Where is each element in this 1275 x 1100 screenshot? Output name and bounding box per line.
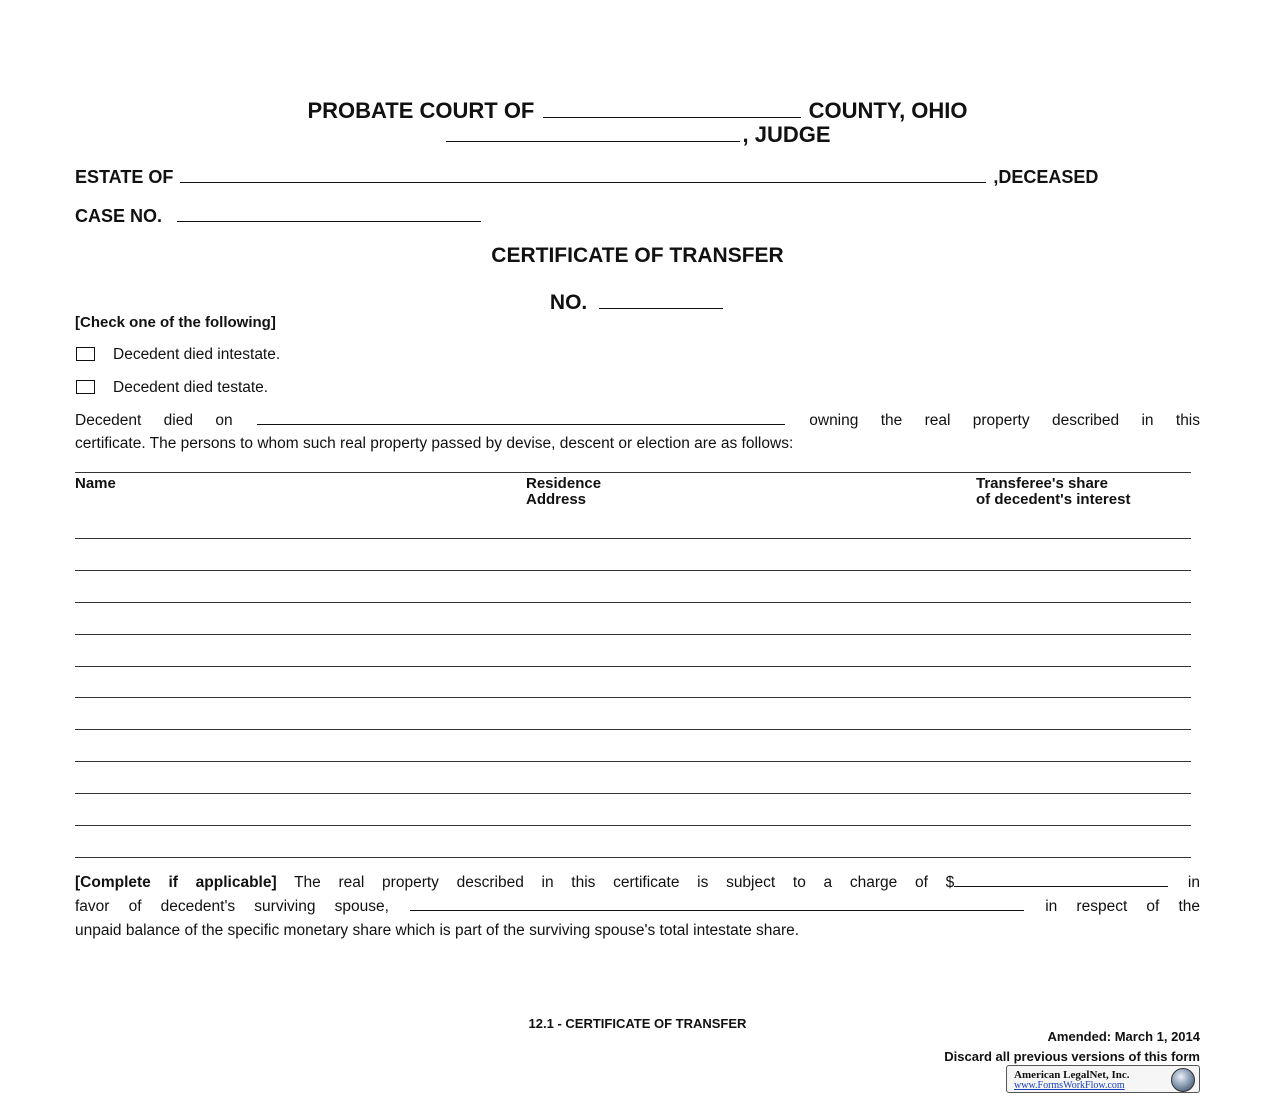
table-row-line[interactable] <box>75 697 1191 698</box>
case-line <box>75 206 483 227</box>
table-top-rule <box>75 472 1191 473</box>
globe-icon <box>1171 1068 1195 1092</box>
estate-line <box>75 167 1098 188</box>
table-row-line[interactable] <box>75 538 1191 539</box>
discard-notice: Discard all previous versions of this form <box>944 1049 1200 1064</box>
died-on-prefix: Decedent died on <box>75 412 233 429</box>
died-on-paragraph <box>75 409 1200 455</box>
legalnet-logo[interactable] <box>1006 1065 1200 1093</box>
table-row-line[interactable] <box>75 729 1191 730</box>
court-suffix: COUNTY, OHIO <box>808 98 968 123</box>
col-residence-line2: Address <box>526 491 587 508</box>
col-share-line2: of decedent's interest <box>976 491 1131 508</box>
judge-header <box>0 122 1275 148</box>
check-instruction: [Check one of the following] <box>75 314 276 331</box>
spouse-prefix: favor of decedent's surviving spouse, <box>75 898 389 915</box>
table-row-line[interactable] <box>75 793 1191 794</box>
form-id: 12.1 - CERTIFICATE OF TRANSFER <box>528 1016 747 1031</box>
spouse-suffix: in respect of the <box>1045 898 1201 915</box>
applicable-line2 <box>75 895 1200 919</box>
applicable-text: The real property described in this certificate is subject to a charge of $ <box>294 874 955 891</box>
death-date-blank[interactable] <box>257 423 785 425</box>
case-label: CASE NO. <box>75 206 163 226</box>
cert-no-label: NO. <box>549 291 588 314</box>
col-residence-header <box>526 476 601 508</box>
charge-amount-blank[interactable] <box>954 885 1168 887</box>
judge-blank[interactable] <box>446 140 740 142</box>
amended-date: Amended: March 1, 2014 <box>1047 1029 1200 1044</box>
applicable-line3: unpaid balance of the specific monetary share which is part of the surviving spouse's total intestate share. <box>75 922 800 939</box>
table-row-line[interactable] <box>75 634 1191 635</box>
county-blank[interactable] <box>543 116 801 118</box>
court-prefix: PROBATE COURT OF <box>307 98 535 123</box>
col-share-line1: Transferee's share <box>976 475 1108 492</box>
deceased-label: ,DECEASED <box>993 167 1099 187</box>
estate-blank[interactable] <box>180 181 986 183</box>
intestate-checkbox[interactable] <box>76 347 95 361</box>
estate-label: ESTATE OF <box>75 167 174 187</box>
applicable-tag: [Complete if applicable] <box>75 874 277 891</box>
col-residence-line1: Residence <box>526 475 602 492</box>
judge-suffix: , JUDGE <box>742 122 831 147</box>
died-on-line <box>75 409 1200 432</box>
table-row-line[interactable] <box>75 666 1191 667</box>
document-title: CERTIFICATE OF TRANSFER <box>491 244 784 267</box>
certificate-number <box>0 291 1275 315</box>
table-row-line[interactable] <box>75 570 1191 571</box>
table-row-line[interactable] <box>75 602 1191 603</box>
spouse-name-blank[interactable] <box>410 909 1024 911</box>
case-blank[interactable] <box>177 220 481 222</box>
testate-option-label: Decedent died testate. <box>113 379 269 396</box>
logo-url-link[interactable]: www.FormsWorkFlow.com <box>1014 1080 1125 1091</box>
cert-no-blank[interactable] <box>599 307 723 309</box>
table-row-line[interactable] <box>75 825 1191 826</box>
table-row-line[interactable] <box>75 761 1191 762</box>
died-on-line2: certificate. The persons to whom such real property passed by devise, descent or election are as follows: <box>75 435 794 452</box>
testate-checkbox[interactable] <box>76 380 95 394</box>
col-share-header <box>976 476 1130 508</box>
col-name-header: Name <box>75 475 116 492</box>
court-header <box>0 98 1275 124</box>
applicable-paragraph <box>75 871 1200 943</box>
died-on-suffix: owning the real property described in this <box>809 412 1201 429</box>
logo-company-name: American LegalNet, Inc. <box>1014 1069 1130 1081</box>
intestate-option-label: Decedent died intestate. <box>113 346 281 363</box>
applicable-in: in <box>1187 874 1200 891</box>
table-row-line[interactable] <box>75 857 1191 858</box>
applicable-line1 <box>75 871 1200 895</box>
